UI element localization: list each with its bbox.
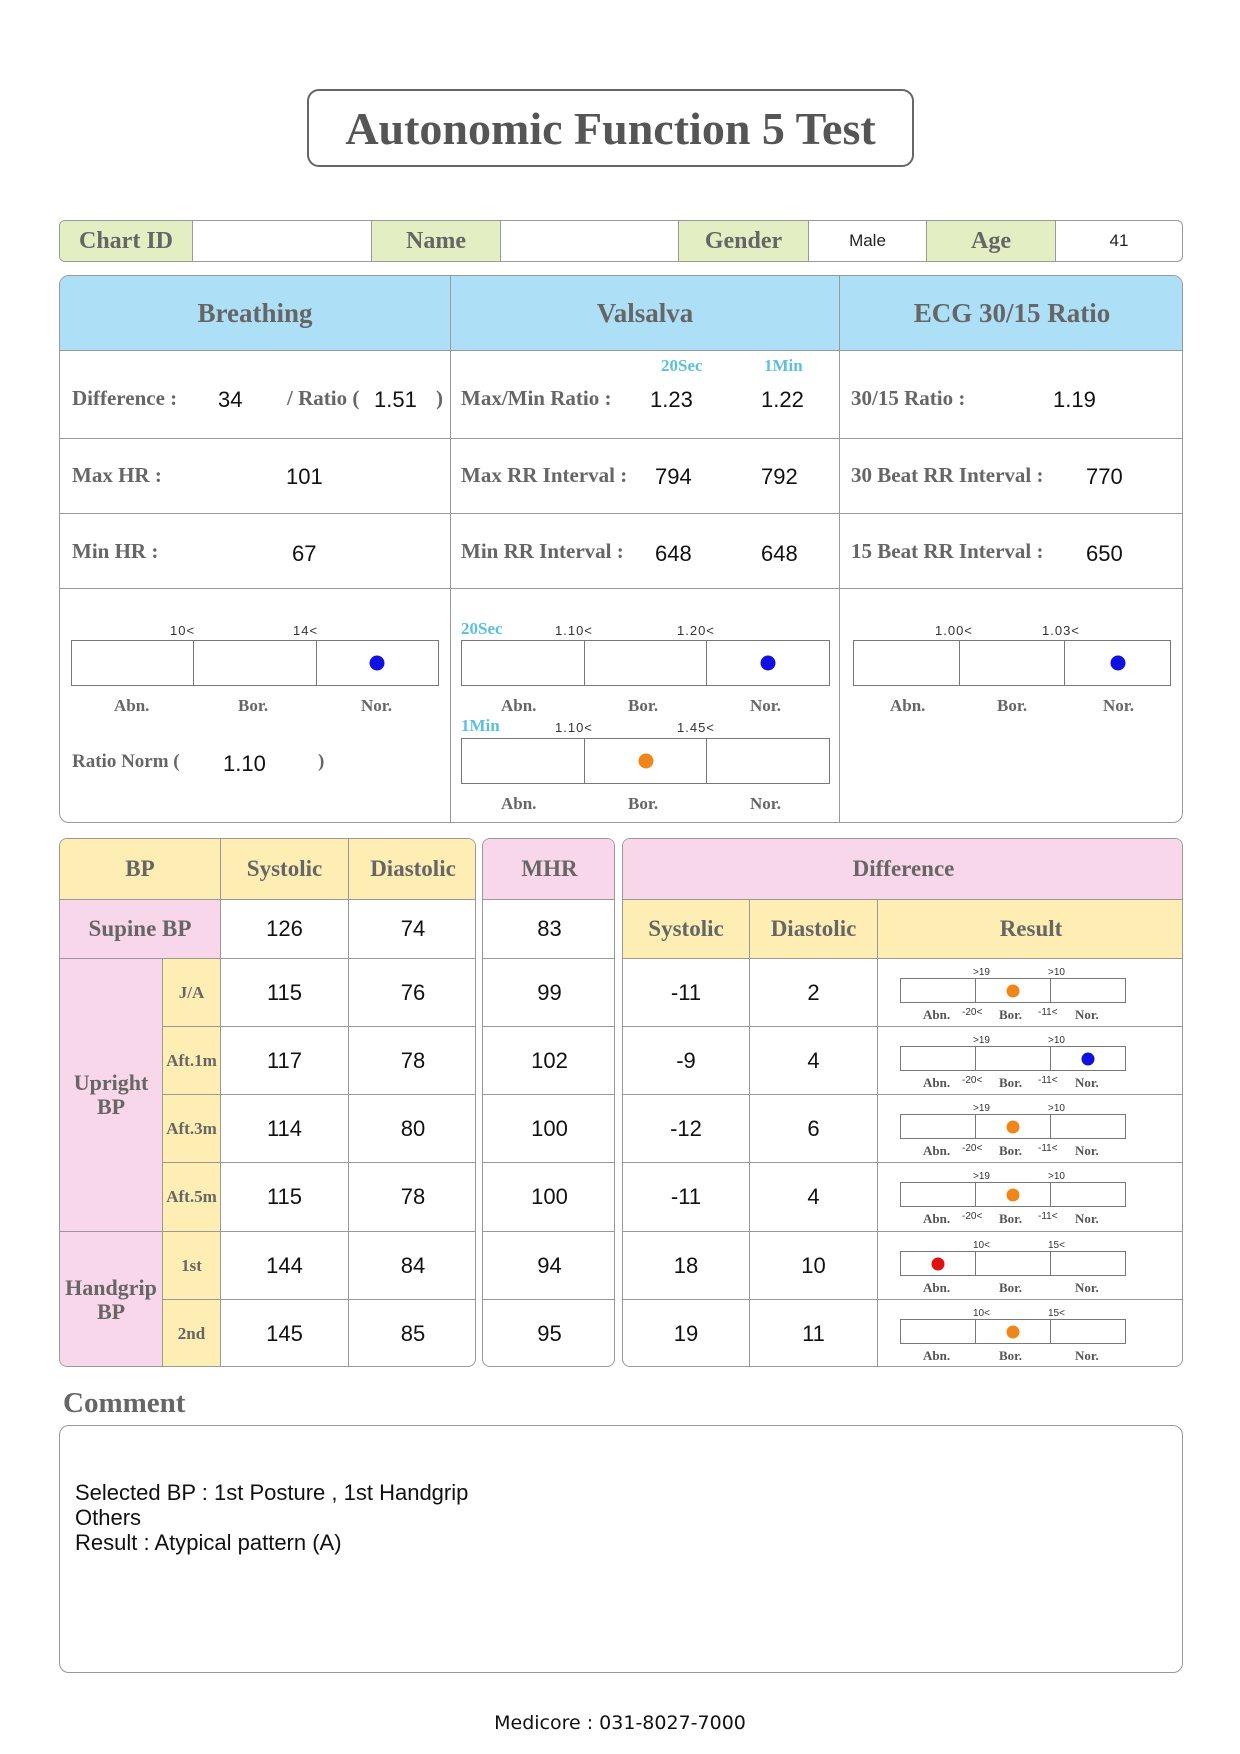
result-cell bbox=[878, 1027, 1183, 1095]
mhr-cell: 100 bbox=[483, 1163, 615, 1232]
scale-category: Bor. bbox=[628, 794, 659, 813]
result-cell bbox=[878, 1095, 1183, 1163]
result-scale-tick: >10 bbox=[1048, 1103, 1065, 1114]
supine-systolic: 126 bbox=[221, 900, 349, 959]
result-scale-category: Bor. bbox=[999, 1007, 1022, 1022]
comment-line: Result : Atypical pattern (A) bbox=[75, 1530, 342, 1555]
result-cell bbox=[878, 1300, 1183, 1367]
name-label: Name bbox=[372, 221, 501, 261]
result-scale bbox=[900, 1046, 1126, 1071]
col-20sec-label: 20Sec bbox=[661, 356, 703, 375]
scale-1min-label: 1Min bbox=[461, 716, 500, 735]
ecg-header: ECG 30/15 Ratio bbox=[840, 276, 1183, 350]
result-scale-tick: 10< bbox=[973, 1240, 990, 1251]
scale-category: Abn. bbox=[114, 696, 150, 715]
row-label: Aft.3m bbox=[163, 1095, 221, 1163]
valsalva-header: Valsalva bbox=[451, 276, 839, 350]
row-label: Aft.5m bbox=[163, 1163, 221, 1232]
upright-bp-label: Upright BP bbox=[60, 959, 163, 1232]
result-scale-category: Abn. bbox=[923, 1075, 951, 1090]
scale-tick: 10< bbox=[170, 623, 196, 638]
result-scale-tick: >19 bbox=[973, 967, 990, 978]
result-dot bbox=[1007, 1325, 1020, 1338]
scale-category: Nor. bbox=[750, 794, 782, 813]
result-scale-subtick: -11< bbox=[1038, 1143, 1058, 1154]
mhr-cell: 94 bbox=[483, 1232, 615, 1300]
result-scale-category: Abn. bbox=[923, 1348, 951, 1363]
bp-header: BP bbox=[60, 839, 221, 900]
divider bbox=[839, 276, 840, 823]
result-scale-category: Nor. bbox=[1075, 1007, 1099, 1022]
result-scale-tick: >19 bbox=[973, 1035, 990, 1046]
result-scale-tick: >10 bbox=[1048, 1035, 1065, 1046]
max-hr-label: Max HR : bbox=[72, 463, 162, 487]
result-scale-tick: >19 bbox=[973, 1171, 990, 1182]
max-min-ratio-20sec: 1.23 bbox=[650, 387, 693, 412]
max-hr-value: 101 bbox=[286, 464, 323, 489]
scale-tick: 1.10< bbox=[555, 623, 593, 638]
result-scale-category: Bor. bbox=[999, 1143, 1022, 1158]
scale-segment-bor bbox=[194, 641, 316, 685]
min-rr-label: Min RR Interval : bbox=[461, 539, 624, 563]
result-scale-category: Bor. bbox=[999, 1280, 1022, 1295]
ratio-norm-close: ) bbox=[318, 751, 325, 772]
name-field[interactable] bbox=[501, 221, 679, 261]
scale-segment-bor bbox=[585, 739, 708, 783]
scale-20sec-label: 20Sec bbox=[461, 619, 503, 638]
diastolic-cell: 78 bbox=[349, 1163, 476, 1232]
scale-segment-abn bbox=[901, 1047, 976, 1070]
diff-systolic-cell: 18 bbox=[623, 1232, 750, 1300]
scale-segment-bor bbox=[976, 979, 1051, 1002]
patient-info-row bbox=[59, 220, 1183, 262]
result-scale bbox=[900, 1319, 1126, 1344]
result-scale-category: Nor. bbox=[1075, 1280, 1099, 1295]
systolic-cell: 145 bbox=[221, 1300, 349, 1367]
mhr-cell: 99 bbox=[483, 959, 615, 1027]
diff-diastolic-cell: 4 bbox=[750, 1027, 878, 1095]
systolic-cell: 114 bbox=[221, 1095, 349, 1163]
result-cell bbox=[878, 1232, 1183, 1300]
result-cell bbox=[878, 1163, 1183, 1232]
scale-segment-bor bbox=[976, 1320, 1051, 1343]
scale-category: Nor. bbox=[361, 696, 393, 715]
valsalva-1min-scale bbox=[461, 738, 830, 784]
age-label: Age bbox=[927, 221, 1056, 261]
scale-category: Nor. bbox=[750, 696, 782, 715]
footer-contact: Medicore : 031-8027-7000 bbox=[494, 1712, 746, 1734]
diastolic-header: Diastolic bbox=[349, 839, 476, 900]
result-scale-subtick: -11< bbox=[1038, 1007, 1058, 1018]
valsalva-20sec-scale bbox=[461, 640, 830, 686]
difference-header: Difference bbox=[623, 839, 1183, 900]
breathing-scale bbox=[71, 640, 439, 686]
page-title: Autonomic Function 5 Test bbox=[307, 89, 914, 167]
scale-category: Bor. bbox=[997, 696, 1028, 715]
result-scale-subtick: -20< bbox=[962, 1075, 983, 1086]
result-scale-tick: 15< bbox=[1048, 1240, 1065, 1251]
chart-id-label: Chart ID bbox=[60, 221, 193, 261]
result-dot bbox=[1007, 1188, 1020, 1201]
scale-category: Bor. bbox=[628, 696, 659, 715]
diastolic-cell: 85 bbox=[400, 1321, 426, 1346]
systolic-cell: 115 bbox=[221, 1163, 349, 1232]
divider bbox=[450, 276, 451, 823]
systolic-cell: 144 bbox=[221, 1232, 349, 1300]
mhr-header: MHR bbox=[483, 839, 615, 900]
row-label: 2nd bbox=[163, 1300, 221, 1367]
scale-segment-nor bbox=[1051, 1115, 1125, 1138]
gender-field[interactable]: Male bbox=[809, 221, 927, 261]
result-dot bbox=[1007, 1120, 1020, 1133]
scale-category: Abn. bbox=[501, 696, 537, 715]
difference-value: 34 bbox=[218, 387, 243, 412]
result-scale-subtick: -11< bbox=[1038, 1211, 1058, 1222]
diff-systolic-cell: -11 bbox=[623, 959, 750, 1027]
result-scale-tick: >10 bbox=[1048, 1171, 1065, 1182]
mhr-cell: 102 bbox=[483, 1027, 615, 1095]
result-dot bbox=[1082, 1052, 1095, 1065]
scale-category: Bor. bbox=[238, 696, 269, 715]
ecg-ratio-value: 1.19 bbox=[1053, 387, 1096, 412]
systolic-cell: 117 bbox=[221, 1027, 349, 1095]
mhr-cell: 83 bbox=[483, 900, 615, 959]
result-scale-category: Abn. bbox=[923, 1007, 951, 1022]
row-label: J/A bbox=[163, 959, 221, 1027]
scale-category: Abn. bbox=[501, 794, 537, 813]
max-rr-1min: 792 bbox=[761, 464, 798, 489]
divider bbox=[60, 350, 1183, 351]
min-rr-20sec: 648 bbox=[655, 541, 692, 566]
divider bbox=[60, 588, 1183, 589]
max-min-ratio-1min: 1.22 bbox=[761, 387, 804, 412]
scale-segment-abn bbox=[854, 641, 960, 685]
result-scale-category: Bor. bbox=[999, 1075, 1022, 1090]
result-scale-subtick: -20< bbox=[962, 1007, 983, 1018]
diff-systolic-cell: -11 bbox=[623, 1163, 750, 1232]
result-dot bbox=[370, 656, 385, 671]
scale-segment-bor bbox=[976, 1252, 1051, 1275]
result-scale bbox=[900, 1182, 1126, 1207]
scale-segment-bor bbox=[585, 641, 708, 685]
difference-table bbox=[622, 838, 1183, 1367]
result-scale-category: Bor. bbox=[999, 1211, 1022, 1226]
comment-box[interactable] bbox=[59, 1425, 1183, 1673]
scale-category: Nor. bbox=[1103, 696, 1135, 715]
result-dot bbox=[1007, 984, 1020, 997]
result-scale-category: Nor. bbox=[1075, 1348, 1099, 1363]
result-cell bbox=[878, 959, 1183, 1027]
scale-segment-nor bbox=[1051, 1183, 1125, 1206]
scale-segment-abn bbox=[901, 979, 976, 1002]
beat30-value: 770 bbox=[1086, 464, 1123, 489]
scale-segment-nor bbox=[1051, 979, 1125, 1002]
max-rr-label: Max RR Interval : bbox=[461, 463, 628, 487]
result-scale-subtick: -20< bbox=[962, 1143, 983, 1154]
result-scale-category: Nor. bbox=[1075, 1075, 1099, 1090]
diff-diastolic-header: Diastolic bbox=[750, 900, 878, 959]
result-scale-category: Nor. bbox=[1075, 1143, 1099, 1158]
scale-tick: 1.10< bbox=[555, 720, 593, 735]
comment-title: Comment bbox=[63, 1387, 186, 1419]
diff-systolic-cell: 19 bbox=[623, 1300, 750, 1367]
comment-line: Selected BP : 1st Posture , 1st Handgrip bbox=[75, 1480, 469, 1505]
result-scale-tick: >19 bbox=[973, 1103, 990, 1114]
scale-segment-bor bbox=[960, 641, 1066, 685]
scale-tick: 1.45< bbox=[677, 720, 715, 735]
result-dot bbox=[932, 1257, 945, 1270]
scale-segment-abn bbox=[462, 739, 585, 783]
result-scale-category: Abn. bbox=[923, 1211, 951, 1226]
ecg-scale bbox=[853, 640, 1171, 686]
diff-diastolic-cell: 11 bbox=[750, 1300, 878, 1367]
result-scale-category: Abn. bbox=[923, 1280, 951, 1295]
mhr-cell: 100 bbox=[483, 1095, 615, 1163]
mhr-table bbox=[482, 838, 615, 1367]
scale-tick: 1.00< bbox=[935, 623, 973, 638]
diastolic-cell: 80 bbox=[349, 1095, 476, 1163]
diff-systolic-cell: -9 bbox=[623, 1027, 750, 1095]
divider bbox=[60, 513, 1183, 514]
ratio-value: 1.51 bbox=[374, 387, 417, 412]
result-scale-category: Bor. bbox=[999, 1348, 1022, 1363]
autonomic-panel bbox=[59, 275, 1183, 823]
scale-segment-abn bbox=[901, 1252, 976, 1275]
scale-segment-nor bbox=[317, 641, 438, 685]
scale-segment-abn bbox=[72, 641, 194, 685]
scale-category: Abn. bbox=[890, 696, 926, 715]
result-scale-category: Nor. bbox=[1075, 1211, 1099, 1226]
bp-table bbox=[59, 838, 476, 1367]
handgrip-bp-label: Handgrip BP bbox=[60, 1232, 163, 1367]
mhr-cell: 95 bbox=[537, 1321, 562, 1346]
min-rr-1min: 648 bbox=[761, 541, 798, 566]
scale-segment-abn bbox=[901, 1115, 976, 1138]
diff-systolic-header: Systolic bbox=[623, 900, 750, 959]
scale-segment-abn bbox=[901, 1183, 976, 1206]
scale-tick: 14< bbox=[293, 623, 319, 638]
scale-tick: 1.03< bbox=[1042, 623, 1080, 638]
scale-segment-abn bbox=[462, 641, 585, 685]
row-label: Aft.1m bbox=[163, 1027, 221, 1095]
breathing-header: Breathing bbox=[60, 276, 450, 350]
scale-segment-nor bbox=[707, 641, 829, 685]
result-scale-subtick: -20< bbox=[962, 1211, 983, 1222]
result-dot bbox=[761, 656, 776, 671]
result-scale-category: Abn. bbox=[923, 1143, 951, 1158]
result-scale-tick: 15< bbox=[1048, 1308, 1065, 1319]
scale-segment-bor bbox=[976, 1047, 1051, 1070]
scale-segment-bor bbox=[976, 1183, 1051, 1206]
col-1min-label: 1Min bbox=[764, 356, 803, 375]
diff-diastolic-cell: 6 bbox=[750, 1095, 878, 1163]
result-header: Result bbox=[878, 900, 1183, 959]
result-scale-tick: >10 bbox=[1048, 967, 1065, 978]
ratio-norm-value: 1.10 bbox=[223, 751, 266, 776]
scale-segment-abn bbox=[901, 1320, 976, 1343]
result-scale-subtick: -11< bbox=[1038, 1075, 1058, 1086]
divider bbox=[60, 438, 1183, 439]
supine-diastolic: 74 bbox=[349, 900, 476, 959]
gender-label: Gender bbox=[679, 221, 809, 261]
scale-segment-nor bbox=[1051, 1252, 1125, 1275]
scale-tick: 1.20< bbox=[677, 623, 715, 638]
diastolic-cell: 84 bbox=[349, 1232, 476, 1300]
result-scale-tick: 10< bbox=[973, 1308, 990, 1319]
max-min-ratio-label: Max/Min Ratio : bbox=[461, 386, 612, 410]
result-scale bbox=[900, 978, 1126, 1003]
min-hr-label: Min HR : bbox=[72, 539, 159, 563]
max-rr-20sec: 794 bbox=[655, 464, 692, 489]
scale-segment-nor bbox=[707, 739, 829, 783]
beat15-label: 15 Beat RR Interval : bbox=[851, 539, 1044, 563]
diastolic-cell: 76 bbox=[349, 959, 476, 1027]
result-scale bbox=[900, 1251, 1126, 1276]
diastolic-cell: 78 bbox=[349, 1027, 476, 1095]
comment-line: Others bbox=[75, 1505, 142, 1530]
scale-segment-nor bbox=[1065, 641, 1170, 685]
age-field[interactable]: 41 bbox=[1109, 231, 1129, 250]
row-label: 1st bbox=[163, 1232, 221, 1300]
result-dot bbox=[1110, 656, 1125, 671]
diff-diastolic-cell: 2 bbox=[750, 959, 878, 1027]
ratio-close: ) bbox=[436, 386, 443, 410]
difference-label: Difference : bbox=[72, 386, 178, 410]
ecg-ratio-label: 30/15 Ratio : bbox=[851, 386, 966, 410]
systolic-header: Systolic bbox=[221, 839, 349, 900]
result-scale bbox=[900, 1114, 1126, 1139]
scale-segment-nor bbox=[1051, 1320, 1125, 1343]
ratio-label: / Ratio ( bbox=[287, 386, 360, 410]
diff-diastolic-cell: 10 bbox=[750, 1232, 878, 1300]
diff-diastolic-cell: 4 bbox=[750, 1163, 878, 1232]
beat30-label: 30 Beat RR Interval : bbox=[851, 463, 1044, 487]
scale-segment-bor bbox=[976, 1115, 1051, 1138]
min-hr-value: 67 bbox=[292, 541, 317, 566]
systolic-cell: 115 bbox=[221, 959, 349, 1027]
beat15-value: 650 bbox=[1086, 541, 1123, 566]
scale-segment-nor bbox=[1051, 1047, 1125, 1070]
supine-label: Supine BP bbox=[60, 900, 221, 959]
chart-id-field[interactable] bbox=[193, 221, 372, 261]
ratio-norm-label: Ratio Norm ( bbox=[72, 751, 180, 772]
diff-systolic-cell: -12 bbox=[623, 1095, 750, 1163]
result-dot bbox=[638, 754, 653, 769]
